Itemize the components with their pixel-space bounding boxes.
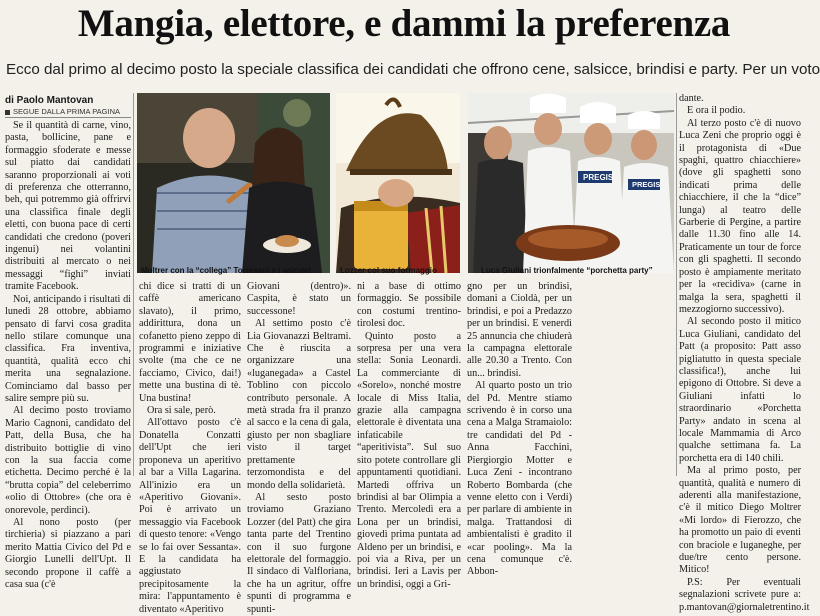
- caption-photo2: Lozzer col suo formaggio: [340, 266, 437, 275]
- paragraph: P.S: Per eventuali segnalazioni scrivete pure a: p.mantovan@giornaletrentino.it: [679, 576, 810, 613]
- continued-label: [5, 107, 131, 118]
- paragraph: E ora il podio.: [687, 105, 746, 117]
- pregis-sign-2: PREGIS: [632, 180, 661, 189]
- photo-giuliani: [468, 93, 674, 273]
- caption-photo3: Luca Giuliani trionfalmente “porchetta party”: [481, 266, 653, 275]
- paragraph: Al secondo posto il mitico Luca Giuliani, candidato del Patt (a proposito: Patt asso pigliatutto in questa speciale classifica!), anche lui epigono di Ottobre. Si deve a Giuliani infatti lo straordinario «Porchetta Party» andato in scena al locale Mammamia di Arco qualche settimana fa. La porchetta era di 140 chili.: [679, 316, 801, 464]
- bullet-icon: [5, 110, 10, 115]
- column-divider: [676, 93, 677, 476]
- column-6: [679, 93, 810, 613]
- paragraph: Al terzo posto c'è di nuovo Luca Zeni che proprio oggi è il protagonista di «Due spaghi, quattro chiacchiere» (dove gli spaghetti sono indicati prima delle chiacchiere, il che la “dice” lunga) al teatro delle Garberie di Pergine, a partire dalle 11.30 fino alle 14. Praticamente un tour de force con gli spaghetti. Il secondo posto è ampiamente meritato per la «recidiva» (carne in malga la sera, spaghetti il mezzogiorno successivo).: [679, 117, 801, 315]
- paragraph: chi dice si tratti di un caffè americano slavato), il primo, addirittura, dona un cofanetto pieno zeppo di programmi e iniziative svolte (ma che ce ne facciamo, Civico, dai!) mette una bustina di tè. Una bustina!: [139, 281, 241, 404]
- pregis-sign: PREGIS: [583, 173, 614, 182]
- column-4: [357, 281, 461, 590]
- paragraph: gno per un brindisi, domani a Cioldà, per un brindisi, e poi a Predazzo per un brindisi. E venerdì 25 annuncia che chiuderà la campagna elettorale alle 20.30 a Trento. Con un... brindisi.: [467, 281, 572, 379]
- paragraph: Giovani (dentro)». Caspita, è stato un successone!: [247, 281, 351, 317]
- paragraph: All'ottavo posto c'è Donatella Conzatti dell'Upt che ieri proponeva un aperitivo al bar a Villa Lagarina. All'inizio era un «Aperitivo Giovani». Poi è arrivato un messaggio via Facebook di questo tenore: «Vengo se lo fai over Sessanta». E la candidata ha aggiustato precipitosamente la mira: l'appuntamento è diventato «Aperitivo: [139, 417, 241, 615]
- column-divider: [133, 93, 134, 476]
- column-2: [139, 281, 241, 615]
- photo-moltrer-image: [137, 93, 330, 273]
- photo-lozzer-image: [336, 93, 460, 273]
- headline: Mangia, elettore, e dammi la preferenza: [77, 2, 731, 45]
- byline: di Paolo Mantovan: [5, 95, 94, 106]
- paragraph: Quinto posto a sorpresa per una vera stella: Sonia Leonardi. La commerciante di «Sorelo», nonché mostre locale di Miss Italia, grazie alla campagna elettorale è diventata una infaticabile “aperitivista”. Sul suo sito potete controllare gli appuntamenti quotidiani. Martedì offriva un brindisi al bar Olimpia a Trento. Mercoledì era a Lona per un brindisi, giovedì prima puntata ad Aldeno per un brindisi, e poi via a Riva, per un brindisi. Ieri a Lavis per un brindisi, oggi a Gri-: [357, 330, 461, 590]
- paragraph: Al decimo posto troviamo Mario Cagnoni, candidato del Patt, della Busa, che ha distribuito bottiglie di vino con la sua faccia come etichetta. Decimo perché è la “brutta copia” del celeberrimo «olio di Ottobre» (che ora è onorevole, perdinci).: [5, 405, 131, 516]
- paragraph: Al quarto posto un trio del Pd. Mentre stiamo scrivendo è in corso una cena a Malga Stramaiolo: tre candidati del Pd - Anna Facchini, Piergiorgio Motter e Luca Zeni - incontrano Roberto Bombarda (che venne eletto con i Verdi) per parlare di ambiente in malga. Trattandosi di ambientalisti è gradito il «car pooling». Ma la cena comunque c'è. Abbon-: [467, 380, 572, 578]
- photo-giuliani-image: [468, 93, 674, 273]
- paragraph: Al nono posto (per tirchieria) si piazzano a pari merito Mattia Civico del Pd e Giorgio Lunelli dell'Upt. Il secondo propone il caffè a casa sua (c'è: [5, 517, 131, 591]
- continued-text: SEGUE DALLA PRIMA PAGINA: [13, 107, 120, 116]
- paragraph: Al sesto posto troviamo Graziano Lozzer (del Patt) che gira tanta parte del Trentino con il suo furgone elettorale del formaggio. Il sindaco di Valfloriana, che ha un agritur, offre spunti di programma e spunti-: [247, 491, 351, 615]
- paragraph: Ma al primo posto, per quantità, qualità e numero di aderenti alla manifestazione, c'è il mitico Diego Moltrer «Mi lordo» di Fierozzo, che ha promotto un paio di eventi con braciole e luganeghe, per due/tre cento persone. Mitico!: [679, 465, 801, 576]
- photo-lozzer: [336, 93, 460, 273]
- paragraph: Se il quantità di carne, vino, pasta, bollicine, pane e formaggio sfoderate e messe sul piatto dai candidati saranno proporzionali ai voti di preferenza che otterranno, beh, qui potremmo già offrirvi una classifica finale degli eletti, con buona pace di certi candidati che credono (poveri ingenui) nei volantini distribuiti al mercato o nei messaggi “fighi” inviati tramite Facebook.: [5, 120, 131, 293]
- paragraph: dante.: [679, 93, 704, 104]
- paragraph: Al settimo posto c'è Lia Giovanazzi Beltrami. Che è riuscita a organizzare una «luganegada» a Castel Toblino con piccolo contributo personale. A metà strada fra il pranzo al sacco e la cena di gala, giusto per non sbagliare visto il target prettamente terzomondista e del mondo della solidarietà.: [247, 318, 351, 491]
- paragraph: Ora si sale, però.: [147, 405, 216, 417]
- subhead: Ecco dal primo al decimo posto la speciale classifica dei candidati che offrono cene, salsicce, brindisi e party. Per un voto: [6, 61, 820, 78]
- paragraph: ni a base di ottimo formaggio. Se possibile con costumi trentino-tirolesi doc.: [357, 281, 461, 330]
- caption-photo1: Moltrer con la “collega” Torresani e i würstel: [141, 266, 311, 275]
- column-5: [467, 281, 572, 578]
- paragraph: Noi, anticipando i risultati di lunedì 28 ottobre, abbiamo pensato di farvi cosa gradita nello stilare comunque una classifica. Fra inventiva, quantità, qualità ecco chi merita una segnalazione. Cominciamo dal basso per salire sempre più su.: [5, 293, 131, 404]
- column-3: [247, 281, 351, 615]
- column-1: [5, 95, 131, 591]
- photo-moltrer: [137, 93, 330, 273]
